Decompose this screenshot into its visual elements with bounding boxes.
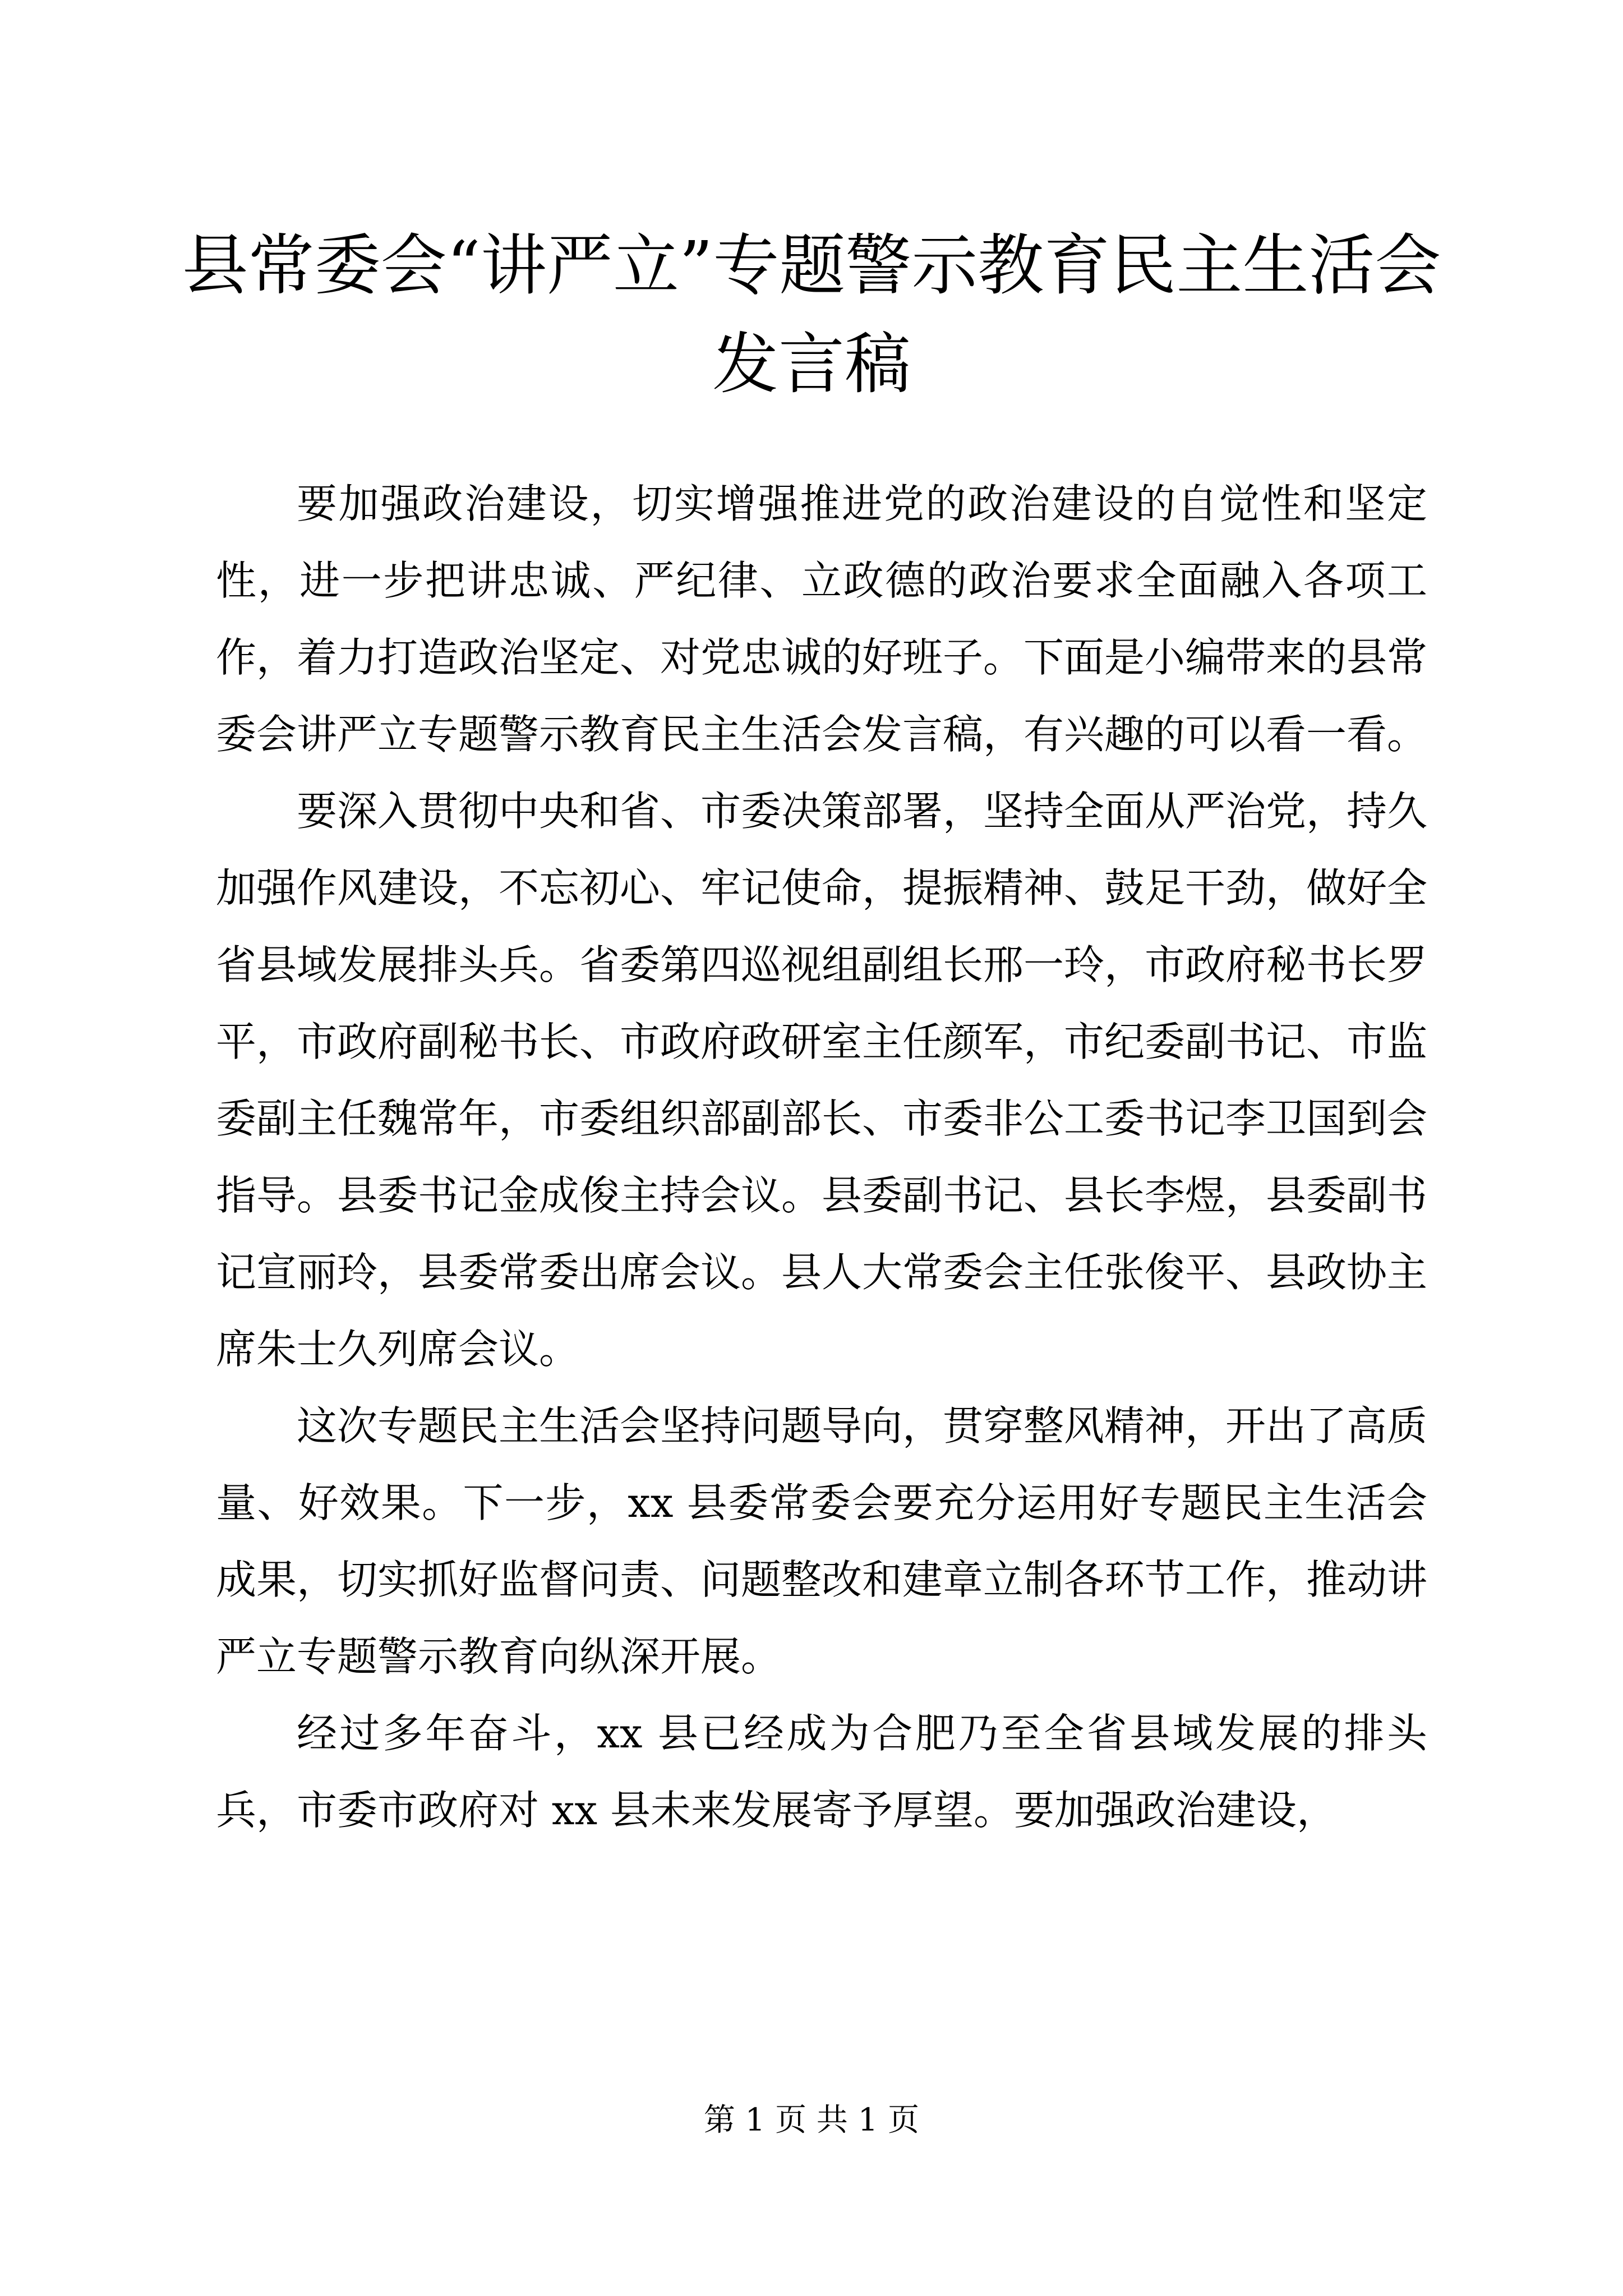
page-footer: 第 1 页 共 1 页 — [703, 2102, 920, 2138]
document-title — [168, 216, 1455, 413]
document-body — [216, 466, 1427, 1849]
paragraph-4: 经过多年奋斗，xx 县已经成为合肥乃至全省县域发展的排头兵，市委市政府对 xx 县未来发展寄予厚望。要加强政治建设， — [216, 1710, 1427, 1834]
title-line-1: 县常委会“讲严立”专题警示教育民主生活会 — [182, 227, 1441, 304]
paragraph-3: 这次专题民主生活会坚持问题导向，贯穿整风精神，开出了高质量、好效果。下一步，xx 县委常委会要充分运用好专题民主生活会成果，切实抓好监督问责、问题整改和建章立制各环节工作，推动讲严立专题警示教育向纵深开展。 — [216, 1402, 1428, 1680]
title-line-2: 发言稿 — [712, 325, 911, 403]
paragraph-1: 要加强政治建设，切实增强推进党的政治建设的自觉性和坚定性，进一步把讲忠诚、严纪律、立政德的政治要求全面融入各项工作，着力打造政治坚定、对党忠诚的好班子。下面是小编带来的县常委会讲严立专题警示教育民主生活会发言稿，有兴趣的可以看一看。 — [216, 480, 1428, 758]
paragraph-2: 要深入贯彻中央和省、市委决策部署，坚持全面从严治党，持久加强作风建设，不忘初心、牢记使命，提振精神、鼓足干劲，做好全省县域发展排头兵。省委第四巡视组副组长邢一玲，市政府秘书长罗平，市政府副秘书长、市政府政研室主任颜军，市纪委副书记、市监委副主任魏常年，市委组织部副部长、市委非公工委书记李卫国到会指导。县委书记金成俊主持会议。县委副书记、县长李煜，县委副书记宣丽玲，县委常委出席会议。县人大常委会主任张俊平、县政协主席朱士久列席会议。 — [216, 788, 1428, 1373]
